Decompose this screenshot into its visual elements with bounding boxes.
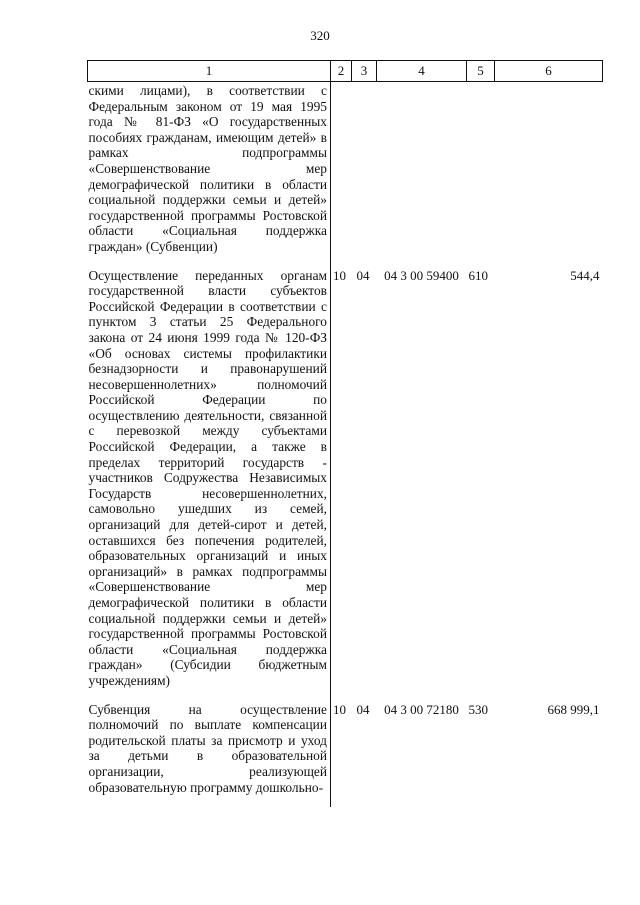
header-col-3: 3	[352, 61, 377, 82]
row-expense-type: 530	[468, 701, 488, 717]
row-target-article: 04 3 00 72180	[384, 701, 459, 717]
table-row	[88, 701, 603, 808]
page-number: 320	[310, 28, 330, 43]
row-section	[331, 82, 352, 267]
budget-table	[87, 60, 603, 807]
row-amount	[495, 82, 603, 267]
row-subsection: 04	[356, 267, 370, 283]
header-col-5: 5	[467, 61, 495, 82]
row-subsection	[352, 82, 377, 267]
header-col-6: 6	[495, 61, 603, 82]
table-row	[88, 267, 603, 701]
row-section: 10	[333, 701, 346, 717]
header-col-4: 4	[377, 61, 467, 82]
table-row	[88, 82, 603, 267]
row-section: 10	[333, 267, 346, 283]
header-col-2: 2	[331, 61, 352, 82]
row-description: скими лицами), в соответствии с Федеральным законом от 19 мая 1995 года № 81-ФЗ «О государственных пособиях гражданам, имеющим детей» в рамках подпрограммы «Совершенствование мер демографической политики в области социальной поддержки семьи и детей» государственной программы Ростовской области «Социальная поддержка граждан» (Субвенции)	[88, 82, 331, 267]
row-description: Осуществление переданных органам государственной власти субъектов Российской Федерации в соответствии с пунктом 3 статьи 25 Федерального закона от 24 июня 1999 года № 120-ФЗ «Об основах системы профилактики безнадзорности и правонарушений несовершеннолетних» полномочий Российской Федерации по осуществлению деятельности, связанной с перевозкой между субъектами Российской Федерации, а также в пределах территорий государств - участников Содружества Независимых Государств несовершеннолетних, самовольно ушедших из семей, организаций для детей-сирот и детей, оставшихся без попечения родителей, образовательных организаций и иных организаций» в рамках подпрограммы «Совершенствование мер демографической политики в области социальной поддержки семьи и детей» государственной программы Ростовской области «Социальная поддержка граждан» (Субсидии бюджетным учреждениям)	[88, 267, 331, 701]
table-header	[88, 61, 603, 82]
row-target-article: 04 3 00 59400	[384, 267, 459, 283]
row-subsection: 04	[356, 701, 370, 717]
row-target-article	[377, 82, 467, 267]
row-expense-type	[467, 82, 495, 267]
row-amount: 668 999,1	[547, 701, 600, 717]
row-description: Субвенция на осуществление полномочий по выплате компенсации родительской платы за присмотр и уход за детьми в образовательной организации, реализующей образовательную программу дошкольно-	[88, 701, 331, 808]
row-amount: 544,4	[570, 267, 600, 283]
header-col-1: 1	[88, 61, 331, 82]
row-expense-type: 610	[468, 267, 488, 283]
